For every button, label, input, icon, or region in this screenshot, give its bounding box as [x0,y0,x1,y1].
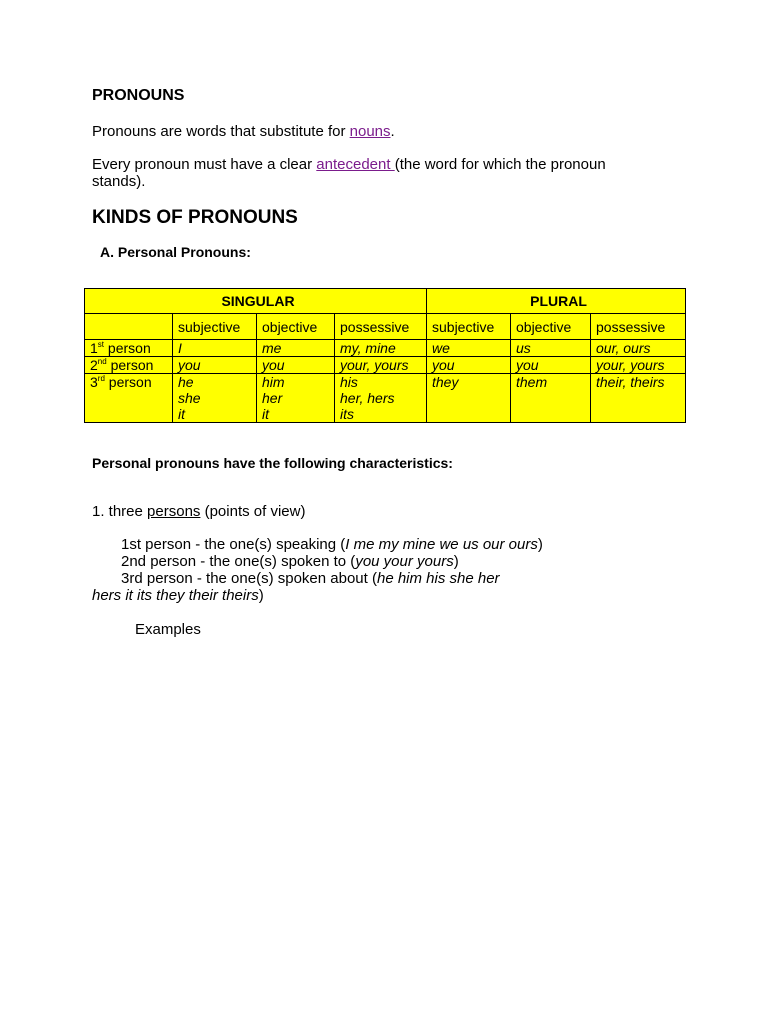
empty-corner [85,314,173,340]
antecedent-paragraph [92,156,606,190]
definition-paragraph [92,123,395,140]
table-cell: us [511,340,591,357]
page-heading: PRONOUNS [92,87,185,104]
row-label: 3rd person [85,374,173,423]
plural-header: PLURAL [427,289,686,314]
table-cell: we [427,340,511,357]
antecedent-text-cont: (the word for which the pronoun [394,156,606,173]
table-cell: he she it [173,374,257,423]
kinds-heading: KINDS OF PRONOUNS [92,207,298,228]
table-cell: your, yours [591,357,686,374]
section-a-heading: A. Personal Pronouns: [100,244,251,260]
col-header: subjective [427,314,511,340]
col-header: possessive [591,314,686,340]
table-cell: your, yours [335,357,427,374]
col-header: subjective [173,314,257,340]
item-1 [92,503,305,520]
table-cell: you [511,357,591,374]
col-header: objective [257,314,335,340]
row-label: 2nd person [85,357,173,374]
singular-header: SINGULAR [85,289,427,314]
antecedent-text: Every pronoun must have a clear [92,156,317,173]
persons-link[interactable]: persons [147,503,201,520]
antecedent-text-line2: stands). [92,173,146,190]
table-cell: our, ours [591,340,686,357]
table-cell: their, theirs [591,374,686,423]
third-person-line: 3rd person - the one(s) spoken about (he him his she her [121,570,500,587]
col-header: objective [511,314,591,340]
table-cell: they [427,374,511,423]
row-label: 1st person [85,340,173,357]
table-row [85,357,686,374]
definition-text: Pronouns are words that substitute for [92,123,350,140]
table-cell: them [511,374,591,423]
first-person-line: 1st person - the one(s) speaking (I me my mine we us our ours) [121,536,543,553]
table-cell: you [427,357,511,374]
third-person-line-2: hers it its they their theirs) [92,587,264,604]
characteristics-heading: Personal pronouns have the following characteristics: [92,455,453,471]
table-cell: me [257,340,335,357]
table-cell: you [173,357,257,374]
table-row [85,340,686,357]
table-cell: I [173,340,257,357]
table-cell: him her it [257,374,335,423]
second-person-line: 2nd person - the one(s) spoken to (you your yours) [121,553,459,570]
antecedent-link[interactable]: antecedent [316,156,395,173]
item-1-text-end: (points of view) [200,503,306,520]
item-1-text: 1. three [92,503,148,520]
table-row [85,374,686,423]
table-cell: his her, hers its [335,374,427,423]
table-cell: my, mine [335,340,427,357]
personal-pronouns-table [84,288,686,423]
table-cell: you [257,357,335,374]
col-header: possessive [335,314,427,340]
examples-label: Examples [135,621,201,638]
definition-end: . [390,123,395,140]
nouns-link[interactable]: nouns [349,123,391,140]
